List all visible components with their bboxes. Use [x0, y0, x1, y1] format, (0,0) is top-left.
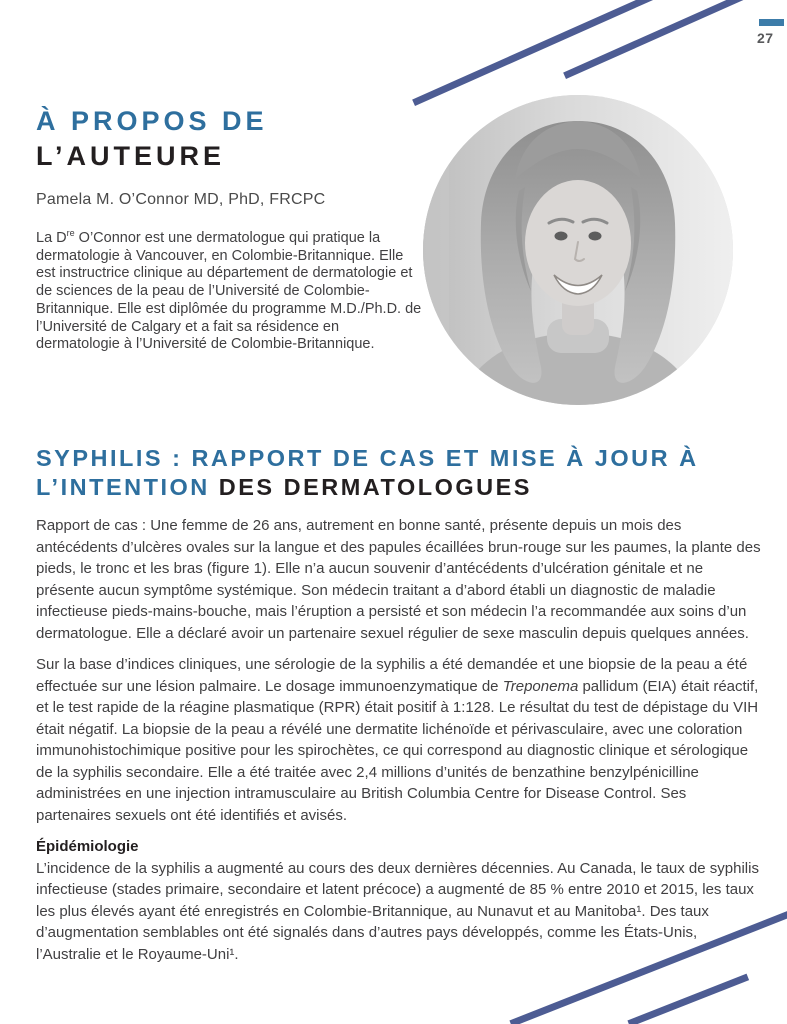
paragraph-text: Sur la base d’indices cliniques, une sérologie de la syphilis a été demandée et une biopsie de la peau a été effectuée sur une lésion palmaire. Le dosage immunoenzymatique de — [36, 656, 748, 695]
paragraph-text: pallidum (EIA) était réactif, et le test rapide de la réagine plasmatique (RPR) était positif à 1:128. Le résultat du test de dépistage du VIH était négatif. La biopsie de la peau a révélé une dermatite lichénoïde et périvasculaire, avec une coloration immunohistochimique positive pour les spirochètes, ce qui correspond au diagnostic clinique et sérologique de la syphilis secondaire. Elle a été traitée avec 2,4 millions d’unités de benzathine benzylpénicilline administrées en une injection intramusculaire au British Columbia Centre for Disease Control. Ses partenaires sexuels ont été identifiés et avisés. — [36, 677, 759, 824]
author-bio — [36, 230, 424, 354]
page-number: 27 — [757, 30, 774, 46]
bio-superscript: re — [66, 228, 75, 239]
author-name: Pamela M. O’Connor MD, PhD, FRCPC — [36, 191, 326, 208]
about-author-section — [36, 104, 424, 354]
article-title-line2-black: DES DERMATOLOGUES — [209, 474, 532, 500]
diagnosis-paragraph — [36, 654, 763, 826]
article-title-line1: SYPHILIS : RAPPORT DE CAS ET MISE À JOUR À — [36, 445, 699, 471]
article-title-line2-blue: L’INTENTION — [36, 474, 210, 500]
article-section — [36, 444, 763, 975]
portrait-illustration — [423, 95, 733, 405]
author-portrait-photo — [423, 95, 733, 405]
epidemiology-heading: Épidémiologie — [36, 838, 139, 855]
about-title-line2: L’AUTEURE — [36, 141, 226, 171]
epidemiology-paragraph: L’incidence de la syphilis a augmenté au cours des deux dernières décennies. Au Canada, le taux de syphilis infectieuse (stades primaire, secondaire et latent précoce) a augmenté de 85 % entre 2010 et 2015, les taux les plus élevés ayant été enregistrés en Colombie-Britannique, au Nunavut et au Manitoba¹. Des taux d’augmentation semblables ont été signalés dans d’autres pays développés, comme les États-Unis, l’Australie et le Royaume-Uni¹. — [36, 859, 759, 963]
about-title-line1: À PROPOS DE — [36, 106, 268, 136]
diagonal-accent-line-top-right — [563, 0, 781, 79]
bio-text: La D — [36, 230, 67, 246]
diagonal-accent-line-top-left — [412, 0, 689, 106]
diagonal-accent-line-bottom-short — [627, 974, 749, 1024]
case-report-paragraph: Rapport de cas : Une femme de 26 ans, autrement en bonne santé, présente depuis un mois des antécédents d’ulcères ovales sur la langue et des papules écaillées brun-rouge sur les paumes, la plante des pieds, le tronc et les bras (figure 1). Elle n’a aucun souvenir d’antécédents d’ulcération génitale et ne présente aucun symptôme systémique. Son médecin traitant a d’abord établi un diagnostic de maladie infectieuse pieds-mains-bouche, mais l’éruption a persisté et son médecin l’a recommandée aux soins d’un dermatologue. Elle a déclaré avoir un partenaire sexuel régulier de sexe masculin depuis quelques années. — [36, 517, 761, 642]
corner-accent-bar — [759, 19, 784, 26]
bio-text: O’Connor est une dermatologue qui pratique la dermatologie à Vancouver, en Colombie-Britannique. Elle est instructrice clinique au département de dermatologie et de sciences de la peau de l’Université de Colombie-Britannique. Elle est diplômée du programme M.D./Ph.D. de l’Université de Calgary et a fait sa résidence en dermatologie à l’Université de Colombie-Britannique. — [36, 230, 422, 353]
about-title — [36, 104, 424, 174]
species-name-italic: Treponema — [502, 677, 579, 695]
article-title — [36, 444, 763, 502]
